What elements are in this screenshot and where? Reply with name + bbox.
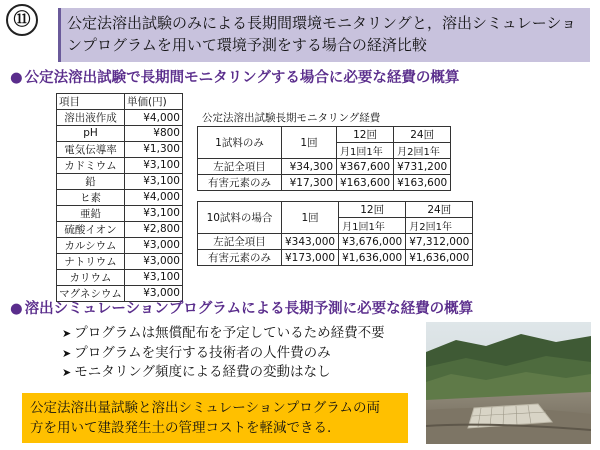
- item-cell: 溶出液作成: [57, 110, 125, 126]
- table-row: [57, 157, 183, 173]
- cost-cell: ¥343,000: [282, 234, 339, 250]
- price-cell: ¥800: [125, 126, 183, 142]
- bullet-list: [62, 324, 385, 383]
- item-cell: 亜鉛: [57, 205, 125, 221]
- cost-cell: ¥367,600: [337, 159, 394, 175]
- price-cell: ¥3,100: [125, 173, 183, 189]
- table-row: [57, 221, 183, 237]
- row-label: 左記全項目: [198, 234, 282, 250]
- column-header: 項目: [57, 94, 125, 110]
- cost-cell: ¥173,000: [282, 250, 339, 266]
- item-cell: マグネシウム: [57, 285, 125, 301]
- row-label: 左記全項目: [198, 159, 282, 175]
- cost-cell: ¥3,676,000: [339, 234, 406, 250]
- price-cell: ¥3,100: [125, 205, 183, 221]
- list-item: [62, 363, 385, 383]
- construction-site-photo: [426, 322, 591, 444]
- site-photo-illustration: [426, 322, 591, 444]
- cost-cell: ¥7,312,000: [406, 234, 473, 250]
- table-row: [57, 126, 183, 142]
- sample-label: 10試料の場合: [198, 202, 282, 234]
- cost-cell: ¥163,600: [394, 175, 451, 191]
- price-cell: ¥2,800: [125, 221, 183, 237]
- column-header: 単価(円): [125, 94, 183, 110]
- conclusion-line-1: 公定法溶出量試験と溶出シミュレーションプログラムの両: [30, 400, 381, 416]
- column-header: 24回: [394, 127, 451, 143]
- price-cell: ¥3,000: [125, 285, 183, 301]
- cost-cell: ¥1,636,000: [339, 250, 406, 266]
- cost-table-single-sample: [197, 126, 451, 191]
- table-row: [57, 141, 183, 157]
- cost-cell: ¥1,636,000: [406, 250, 473, 266]
- section-heading-simulation: [10, 297, 473, 318]
- item-cell: カリウム: [57, 269, 125, 285]
- column-header: 12回: [337, 127, 394, 143]
- column-header: 12回: [339, 202, 406, 218]
- cost-cell: ¥17,300: [282, 175, 337, 191]
- column-subheader: 月2回1年: [406, 218, 473, 234]
- column-subheader: 月1回1年: [337, 143, 394, 159]
- row-label: 有害元素のみ: [198, 175, 282, 191]
- sample-label: 1試料のみ: [198, 127, 282, 159]
- item-cell: 硫酸イオン: [57, 221, 125, 237]
- item-cell: ヒ素: [57, 189, 125, 205]
- item-cell: カドミウム: [57, 157, 125, 173]
- bullet-icon: ●: [10, 301, 23, 317]
- once-header: 1回: [282, 127, 337, 159]
- column-subheader: 月2回1年: [394, 143, 451, 159]
- column-header: 24回: [406, 202, 473, 218]
- table-row: [57, 253, 183, 269]
- price-cell: ¥3,100: [125, 157, 183, 173]
- cost-table-title: 公定法溶出試験長期モニタリング経費: [202, 112, 381, 124]
- column-subheader: 月1回1年: [339, 218, 406, 234]
- list-item: [62, 324, 385, 344]
- row-label: 有害元素のみ: [198, 250, 282, 266]
- item-cell: カルシウム: [57, 237, 125, 253]
- table-row: [57, 173, 183, 189]
- arrow-bullet-icon: ➤: [62, 327, 72, 340]
- conclusion-box: [22, 393, 408, 443]
- unit-price-table: [56, 93, 183, 302]
- table-row: [198, 175, 451, 191]
- title-line-1: 公定法溶出試験のみによる長期間環境モニタリングと，溶出シミュレーショ: [67, 14, 577, 32]
- arrow-bullet-icon: ➤: [62, 346, 72, 360]
- once-header: 1回: [282, 202, 339, 234]
- section-heading-monitoring: [10, 66, 459, 87]
- slide-number: ⑪: [6, 4, 38, 36]
- cost-cell: ¥163,600: [337, 175, 394, 191]
- table-row: [198, 234, 473, 250]
- price-cell: ¥3,000: [125, 253, 183, 269]
- item-cell: pH: [57, 126, 125, 142]
- cost-table-ten-samples: [197, 201, 473, 266]
- table-row: [57, 205, 183, 221]
- cost-cell: ¥34,300: [282, 159, 337, 175]
- table-header-row: [198, 202, 473, 218]
- price-cell: ¥1,300: [125, 141, 183, 157]
- table-row: [198, 159, 451, 175]
- table-row: [198, 250, 473, 266]
- price-cell: ¥4,000: [125, 189, 183, 205]
- item-cell: 電気伝導率: [57, 141, 125, 157]
- price-cell: ¥3,000: [125, 237, 183, 253]
- arrow-bullet-icon: ➤: [62, 366, 72, 379]
- table-header-row: [57, 94, 183, 110]
- item-cell: 鉛: [57, 173, 125, 189]
- table-row: [57, 237, 183, 253]
- list-item-text: プログラムは無償配布を予定しているため経費不要: [74, 325, 385, 341]
- table-row: [57, 269, 183, 285]
- table-row: [57, 110, 183, 126]
- table-header-row: [198, 127, 451, 143]
- table-row: [57, 189, 183, 205]
- title-line-2: ンプログラムを用いて環境予測をする場合の経済比較: [67, 36, 427, 54]
- section-heading-text: 公定法溶出試験で長期間モニタリングする場合に必要な経費の概算: [24, 70, 460, 86]
- list-item-text: モニタリング頻度による経費の変動はなし: [74, 364, 331, 380]
- cost-cell: ¥731,200: [394, 159, 451, 175]
- price-cell: ¥3,100: [125, 269, 183, 285]
- list-item-text: プログラムを実行する技術者の人件費のみ: [74, 344, 331, 361]
- list-item: [62, 344, 385, 364]
- slide-title: [58, 8, 590, 62]
- section-heading-text: 溶出シミュレーションプログラムによる長期予測に必要な経費の概算: [24, 301, 474, 317]
- item-cell: ナトリウム: [57, 253, 125, 269]
- bullet-icon: ●: [10, 70, 23, 86]
- price-cell: ¥4,000: [125, 110, 183, 126]
- conclusion-line-2: 方を用いて建設発生土の管理コストを軽減できる.: [30, 420, 332, 436]
